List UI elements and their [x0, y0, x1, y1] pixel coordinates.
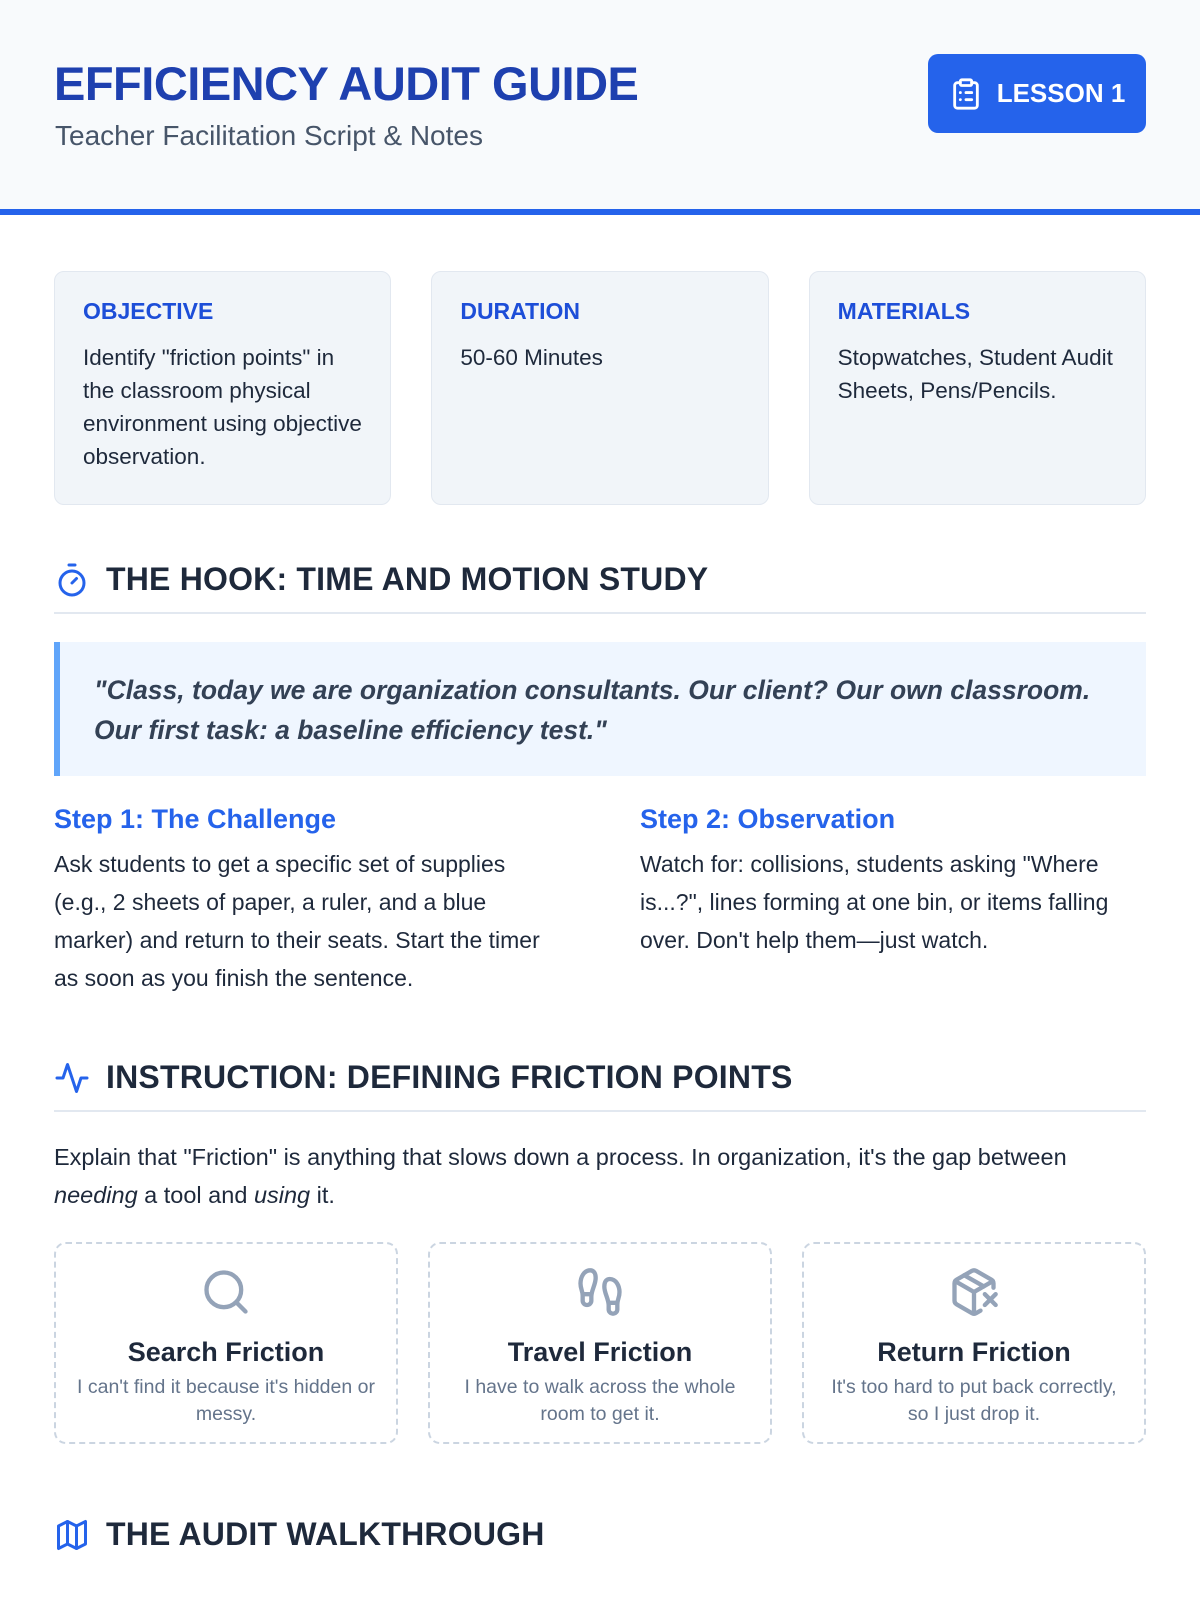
stopwatch-icon: [54, 562, 90, 598]
step-text: Ask students to get a specific set of supplies (e.g., 2 sheets of paper, a ruler, and a blue marker) and return to their seats. Start the timer as soon as you finish the sentence.: [54, 851, 540, 991]
intro-text: Explain that "Friction" is anything that slows down a process. In organization, it's the gap between: [54, 1144, 1067, 1170]
walkthrough-section-heading: [54, 1516, 1146, 1567]
step-1: [54, 804, 560, 997]
info-cards: [54, 271, 1146, 505]
footprints-icon: [574, 1266, 626, 1318]
intro-text: it.: [310, 1182, 335, 1208]
friction-desc: I have to walk across the whole room to get it.: [464, 1376, 736, 1425]
card-label: DURATION: [460, 298, 580, 324]
clipboard-list-icon: [949, 77, 983, 111]
friction-types: [54, 1242, 1146, 1444]
friction-title: Search Friction: [127, 1337, 325, 1367]
section-title: THE AUDIT WALKTHROUGH: [106, 1516, 545, 1552]
intro-text: a tool and: [137, 1182, 254, 1208]
search-icon: [200, 1266, 252, 1318]
card-label: MATERIALS: [837, 298, 971, 324]
materials-card: [809, 271, 1146, 505]
card-text: 50-60 Minutes: [460, 345, 603, 370]
friction-intro: [54, 1138, 1146, 1214]
duration-card: [431, 271, 768, 505]
card-label: OBJECTIVE: [83, 298, 214, 324]
section-title: INSTRUCTION: DEFINING FRICTION POINTS: [106, 1059, 793, 1095]
card-text: Identify "friction points" in the classroom physical environment using objective observation.: [83, 345, 362, 469]
hook-steps: [54, 804, 1146, 997]
step-title: Step 2: Observation: [640, 804, 896, 834]
package-x-icon: [948, 1266, 1000, 1318]
friction-desc: It's too hard to put back correctly, so I just drop it.: [831, 1376, 1117, 1425]
intro-emphasis: using: [253, 1182, 311, 1208]
lesson-badge: [928, 54, 1146, 133]
teacher-quote: "Class, today we are organization consultants. Our client? Our own classroom. Our first task: a baseline efficiency test.": [54, 642, 1146, 776]
step-title: Step 1: The Challenge: [54, 804, 337, 834]
instruction-section-heading: [54, 1059, 1146, 1112]
hook-section-heading: [54, 561, 1146, 614]
map-icon: [54, 1517, 90, 1553]
page-header: [0, 0, 1200, 215]
step-2: [640, 804, 1146, 997]
friction-desc: I can't find it because it's hidden or messy.: [77, 1376, 375, 1425]
page-title: EFFICIENCY AUDIT GUIDE: [54, 57, 639, 110]
search-friction-card: [54, 1242, 398, 1444]
return-friction-card: [802, 1242, 1146, 1444]
activity-pulse-icon: [54, 1060, 90, 1096]
lesson-badge-label: LESSON 1: [996, 78, 1126, 108]
friction-title: Return Friction: [877, 1337, 1071, 1367]
travel-friction-card: [428, 1242, 772, 1444]
page-subtitle: Teacher Facilitation Script & Notes: [55, 120, 483, 151]
card-text: Stopwatches, Student Audit Sheets, Pens/Pencils.: [837, 345, 1113, 403]
friction-title: Travel Friction: [507, 1337, 693, 1367]
section-title: THE HOOK: TIME AND MOTION STUDY: [106, 561, 709, 597]
step-text: Watch for: collisions, students asking "Where is...?", lines forming at one bin, or items falling over. Don't help them—just watch.: [640, 851, 1109, 953]
objective-card: [54, 271, 391, 505]
intro-emphasis: needing: [54, 1182, 138, 1208]
